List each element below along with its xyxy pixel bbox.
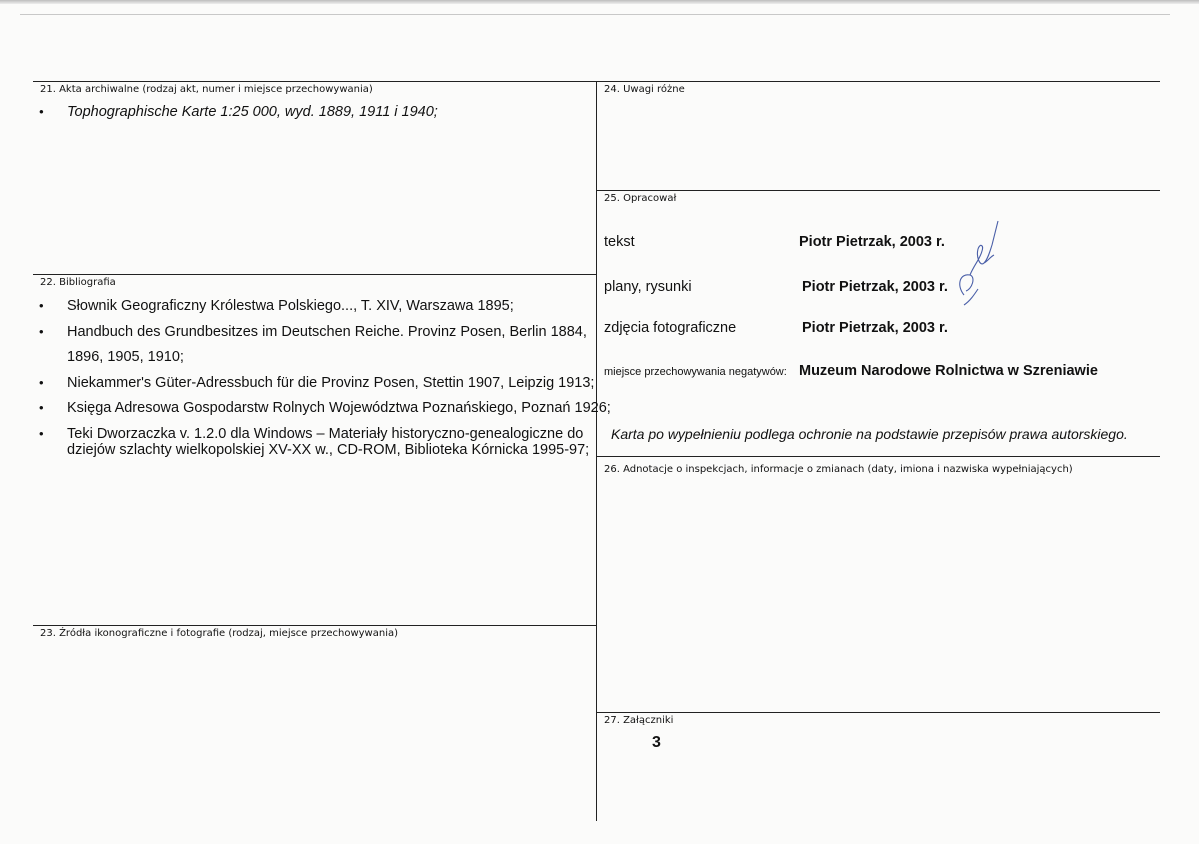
author-row-key: zdjęcia fotograficzne [604,320,737,336]
author-row-key: plany, rysunki [604,279,692,295]
bibliography-item-continued: dziejów szlachty wielkopolskiej XV-XX w., CD-ROM, Biblioteka Kórnicka 1995-97; [67,442,590,458]
bibliography-item: • Księga Adresowa Gospodarstw Rolnych Województwa Poznańskiego, Poznań 1926; [67,399,611,417]
copyright-notice: Karta po wypełnieniu podlega ochronie na podstawie przepisów prawa autorskiego. [611,426,1128,442]
section-23-label: 23. Źródła ikonograficzne i fotografie (rodzaj, miejsce przechowywania) [40,628,399,639]
signature [950,215,1010,310]
section-27-label: 27. Załączniki [604,715,674,726]
negatives-storage-key: miejsce przechowywania negatywów: [604,366,787,378]
column-divider [596,81,597,821]
rule-25 [597,190,1160,191]
section-26-label: 26. Adnotacje o inspekcjach, informacje o zmianach (daty, imiona i nazwiska wypełniających) [604,464,1073,475]
section-24-label: 24. Uwagi różne [604,84,685,95]
author-row-value: Piotr Pietrzak, 2003 r. [799,234,945,250]
author-row-value: Piotr Pietrzak, 2003 r. [802,320,948,336]
rule-top-right [597,81,1160,82]
bibliography-item-continued: 1896, 1905, 1910; [67,349,184,365]
attachments-count: 3 [652,734,661,751]
negatives-storage-value: Muzeum Narodowe Rolnictwa w Szreniawie [799,363,1098,379]
rule-23 [33,625,597,626]
bibliography-item: • Teki Dworzaczka v. 1.2.0 dla Windows – Materiały historyczno-genealogiczne do [67,425,583,443]
section-22-label: 22. Bibliografia [40,277,116,288]
section-25-label: 25. Opracował [604,193,677,204]
scan-edge [0,0,1199,4]
author-row-value: Piotr Pietrzak, 2003 r. [802,279,948,295]
rule-27 [597,712,1160,713]
author-row-key: tekst [604,234,635,250]
scan-line [20,14,1170,15]
rule-26 [597,456,1160,457]
bibliography-item: • Niekammer's Güter-Adressbuch für die Provinz Posen, Stettin 1907, Leipzig 1913; [67,374,594,392]
bibliography-item: • Handbuch des Grundbesitzes im Deutschen Reiche. Provinz Posen, Berlin 1884, [67,323,587,341]
bibliography-item: • Słownik Geograficzny Królestwa Polskiego..., T. XIV, Warszawa 1895; [67,297,514,315]
rule-top-left [33,81,597,82]
section-21-label: 21. Akta archiwalne (rodzaj akt, numer i miejsce przechowywania) [40,84,373,95]
archive-item: • Tophographische Karte 1:25 000, wyd. 1889, 1911 i 1940; [67,103,438,121]
rule-22 [33,274,597,275]
